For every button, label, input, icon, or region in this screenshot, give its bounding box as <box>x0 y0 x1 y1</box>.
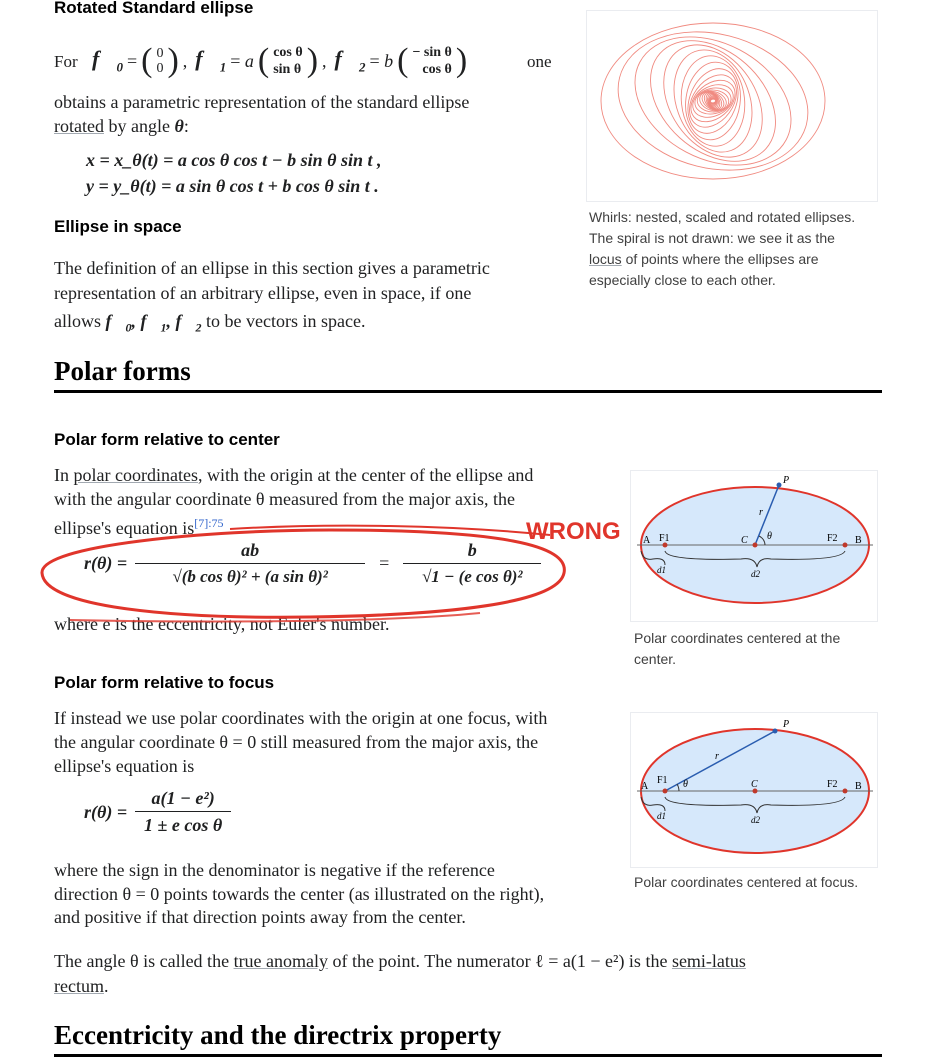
center-line3: ellipse's equation $is^{[7]:75}$ <box>54 516 224 538</box>
svg-text:θ: θ <box>767 531 772 542</box>
svg-text:r: r <box>759 507 763 518</box>
svg-text:P: P <box>783 475 790 486</box>
svg-text:B: B <box>855 781 862 792</box>
angle-line2: rectum. <box>54 976 109 996</box>
svg-text:r: r <box>715 751 719 762</box>
rotated-line1: obtains a parametric representation of the standard ellipse <box>54 92 470 112</box>
sign-line2: direction θ = 0 points towards the center (as illustrated on the right), <box>54 884 545 904</box>
whirl-ellipse <box>710 99 716 103</box>
center-line2: with the angular coordinate θ measured from the major axis, the <box>54 489 515 509</box>
rotated-line2-rest: by angle <box>108 116 170 136</box>
subheading-center: Polar form relative to center <box>54 430 280 449</box>
space-line3: allows $f⃗_0$, $f⃗_1$, $f⃗_2$ to be vectors in space. <box>54 311 366 335</box>
angle-line1: The angle θ is called the true anomaly of the point. The numerator ℓ = a(1 − e²) is the semi-latus <box>54 951 746 971</box>
focus-line1: If instead we use polar coordinates with the origin at one focus, with <box>54 708 548 728</box>
center-equation: r(θ) = $\frac{ab}{\text{√(b cos θ)² + (a sin θ)²}}$ = $\frac{b}{\text{√1 − (e cos θ)²}}$ <box>84 540 541 587</box>
svg-text:A: A <box>641 781 649 792</box>
svg-text:F2: F2 <box>827 533 838 544</box>
center-caption: Polar coordinates centered at the center. <box>634 630 841 667</box>
focus-equation: r(θ) = $\frac{\text{a(1 − e²)}}{\text{1 ± e cos θ}}$ <box>84 788 231 836</box>
citation-ref[interactable]: [7]:75 <box>194 516 224 530</box>
whirls-caption: Whirls: nested, scaled and rotated ellipses. The spiral is not drawn: we see it as the locus of points where the ellipses are especially close to each other. <box>589 209 856 288</box>
space-line1: The definition of an ellipse in this section gives a parametric <box>54 258 490 278</box>
for-word: For <box>54 52 78 71</box>
section-heading-space: Ellipse in space <box>54 217 182 236</box>
focus-line2: the angular coordinate θ = 0 still measured from the major axis, the <box>54 732 539 752</box>
equation-y: y = y_θ(t) = a sin θ cos t + b cos θ sin t . <box>86 176 379 196</box>
svg-text:A: A <box>643 535 651 546</box>
subheading-focus: Polar form relative to focus <box>54 673 275 692</box>
rotated-link[interactable]: rotated <box>54 116 104 136</box>
svg-text:P: P <box>783 719 790 730</box>
whirl-ellipse <box>627 16 799 185</box>
center-line1: In polar coordinates, with the origin at the center of the ellipse and <box>54 465 534 485</box>
svg-text:d2: d2 <box>751 815 760 825</box>
whirl-ellipse <box>683 72 743 130</box>
section-heading-eccentricity: Eccentricity and the directrix property <box>54 1020 502 1050</box>
sign-line3: and positive if that direction points away from the center. <box>54 907 466 927</box>
section-heading-polar: Polar forms <box>54 356 191 386</box>
wrong-annotation-label: WRONG <box>526 518 621 545</box>
whirls-image <box>587 11 877 201</box>
whirl-ellipse <box>601 23 825 179</box>
whirl-ellipse <box>661 39 766 163</box>
center-diagram-image <box>631 471 877 621</box>
svg-text:F1: F1 <box>659 533 670 544</box>
whirl-ellipse <box>613 11 813 191</box>
equation-x: x = x_θ(t) = a cos θ cos t − b sin θ sin t , <box>86 150 382 170</box>
svg-text:θ: θ <box>683 779 688 790</box>
semi-latus-link[interactable]: semi-latus <box>671 951 746 971</box>
space-line2: representation of an arbitrary ellipse, even in space, if one <box>54 283 472 303</box>
focus-caption: Polar coordinates centered at focus. <box>634 874 859 890</box>
svg-text:C: C <box>751 779 758 790</box>
heading-rule <box>54 390 882 393</box>
focus-diagram[interactable] <box>630 712 878 868</box>
center-diagram[interactable] <box>630 470 878 622</box>
svg-text:d2: d2 <box>751 569 760 579</box>
focus-diagram-image <box>631 713 877 867</box>
rectum-link[interactable]: rectum <box>54 976 104 996</box>
whirl-ellipse <box>677 53 749 150</box>
svg-text:F2: F2 <box>827 779 838 790</box>
true-anomaly-link[interactable]: true anomaly <box>233 951 329 971</box>
sign-line1: where the sign in the denominator is negative if the reference <box>54 860 495 880</box>
one-word: one <box>527 52 552 71</box>
locus-link[interactable]: locus <box>589 251 622 267</box>
svg-text:B: B <box>855 535 862 546</box>
polar-coordinates-link[interactable]: polar coordinates <box>73 465 198 485</box>
rotated-line2: rotated by angle θ: <box>54 116 189 136</box>
whirls-figure[interactable] <box>586 10 878 202</box>
heading-rule-2 <box>54 1054 882 1057</box>
center-where: where e is the eccentricity, not Euler's number. <box>54 614 390 634</box>
vector-definitions: $f⃗_0$ = ( 0 0 ) , $f⃗_1$ = a ( cos θ sin θ ) , $f⃗_2$ = b ( − sin θ cos θ ) <box>92 42 468 79</box>
svg-text:F1: F1 <box>657 775 668 786</box>
svg-text:C: C <box>741 535 748 546</box>
section-heading-rotated: Rotated Standard ellipse <box>54 0 254 17</box>
svg-text:d1: d1 <box>657 811 666 821</box>
focus-line3: ellipse's equation is <box>54 756 195 776</box>
svg-text:d1: d1 <box>657 565 666 575</box>
